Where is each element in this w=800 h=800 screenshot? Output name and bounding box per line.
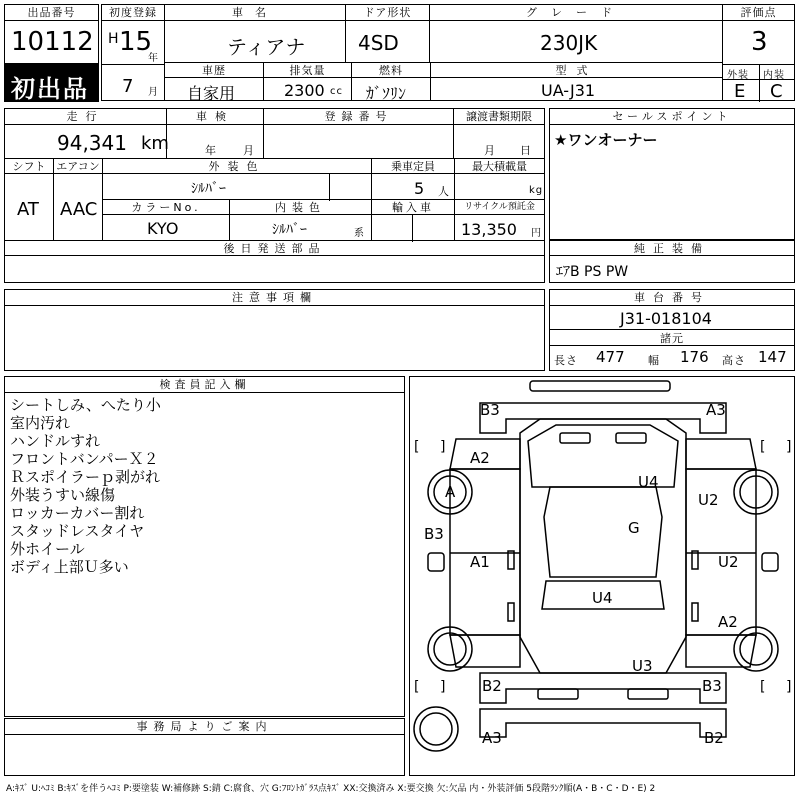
exterior-color-value: ｼﾙﾊﾞｰ [191,181,226,197]
max-load-unit: kg [529,185,544,196]
first-reg-year: 15 [119,27,153,57]
first-reg-era: H [108,31,119,47]
mileage-box [4,108,167,159]
import-box [371,199,455,241]
score-value: 3 [751,27,768,57]
width-label: 幅 [648,354,660,367]
color-no-value: KYO [147,219,179,238]
length-value: 477 [596,348,625,366]
damage-mark: A1 [470,553,490,571]
rear-bumper-outline [480,673,726,703]
damage-mark: U2 [718,553,739,571]
damage-mark: A2 [718,613,738,631]
transfer-label: 譲渡書類期限 [454,109,544,125]
displacement-box [263,62,352,101]
rear-panel-outline [480,709,726,737]
damage-diagram [409,376,795,776]
width-value: 176 [680,348,709,366]
mileage-label: 走行 [5,109,166,125]
sales-point-value: ★ワンオーナー [554,131,658,149]
chassis-label: 車台番号 [550,290,794,306]
roof [544,487,662,577]
car-name-label: 車名 [165,5,345,21]
exterior-score-label: 外装 [727,70,749,81]
recycle-value: 13,350 [461,220,517,239]
damage-mark: A [445,483,456,501]
front-bumper-shape [530,381,670,391]
inspector-line: ハンドルすれ [10,432,101,450]
recycle-box [454,199,545,241]
inspector-lines [10,396,161,576]
mileage-unit: km [141,133,169,154]
damage-mark: A3 [706,401,726,419]
car-body-outline [520,419,686,673]
genuine-value: ｴｱB PS PW [556,264,629,280]
inspector-label: 検査員記入欄 [5,377,404,393]
recycle-unit: 円 [531,228,542,239]
bracket-mark: [ [414,439,420,455]
office-label: 事務局よりご案内 [5,719,404,735]
color-no-box [102,199,230,241]
chassis-value: J31-018104 [620,309,712,328]
model-value: UA-J31 [541,81,596,100]
damage-mark: B3 [702,677,722,695]
transfer-box [453,108,545,159]
grade-value: 230JK [540,31,598,55]
chassis-box [549,289,795,371]
interior-score-label: 内装 [763,70,785,81]
history-value: 自家用 [187,84,236,103]
inspector-line: フロントバンパーＸ２ [10,450,159,468]
displacement-unit: cc [330,86,343,97]
damage-mark: B3 [424,525,444,543]
inspector-line: Ｒスポイラーｐ剥がれ [10,468,161,486]
aircon-box [53,158,103,241]
fuel-box [351,62,431,101]
bracket-mark: [ [760,439,766,455]
grade-box [429,4,723,63]
recycle-label: リサイクル預託金 [455,200,544,215]
first-reg-label: 初度登録 [102,5,164,21]
exterior-score-value: E [734,81,746,102]
bracket-mark: ] [440,439,446,455]
damage-mark: G [628,519,640,537]
car-name-value: ティアナ [227,35,306,59]
damage-mark: B2 [482,677,502,695]
displacement-value: 2300 [284,81,325,100]
sales-point-label: セールスポイント [550,109,794,125]
history-label: 車歴 [165,63,263,78]
max-load-box [454,158,545,200]
genuine-box [549,240,795,283]
damage-mark: A2 [470,449,490,467]
score-label: 評価点 [723,5,794,21]
notes-box [4,289,545,371]
exterior-color-box [102,158,372,200]
capacity-value: 5 [414,179,425,198]
left-doors [450,469,520,635]
first-reg-year-unit: 年 [148,53,159,64]
damage-mark: B3 [480,401,500,419]
reg-no-box [263,108,454,159]
door-box [345,4,430,63]
interior-score-value: C [770,81,783,102]
inspection-year-unit: 年 [205,144,217,157]
capacity-label: 乗車定員 [372,159,454,174]
grade-label: グレード [430,5,722,21]
damage-mark: A3 [482,729,502,747]
damage-mark: U4 [638,473,659,491]
inspector-line: 外装うすい線傷 [10,486,116,504]
length-label: 長さ [554,354,578,367]
genuine-label: 純正装備 [550,241,794,256]
first-reg-month: 7 [122,76,134,97]
car-diagram-svg [410,377,796,777]
legend-text: A:ｷｽﾞ U:ﾍｺﾐ B:ｷｽﾞを伴うﾍｺﾐ P:要塗装 W:補修跡 S:錆 C:腐食、穴 G:ﾌﾛﾝﾄｶﾞﾗｽ点ｷｽﾞ XX:交換済み X:要交換 欠:欠品 内・外装評価 5段階ﾗﾝｸ順(A・B・C・D・E) 2 [6,784,656,794]
lot-number-box [4,4,99,64]
shift-label: シフト [5,159,53,174]
transfer-month-unit: 月 [484,144,496,157]
sales-point-box [549,108,795,240]
first-listing-badge [4,63,99,102]
displacement-label: 排気量 [264,63,351,78]
first-reg-month-unit: 月 [148,87,159,98]
capacity-box [371,158,455,200]
model-label: 型式 [431,63,722,78]
transfer-day-unit: 日 [520,144,532,157]
first-listing-text: 初出品 [11,75,89,103]
import-label: 輸入車 [372,200,454,215]
lot-label: 出品番号 [5,5,98,21]
shift-box [4,158,54,241]
damage-mark: U3 [632,657,653,675]
later-parts-box [4,240,545,283]
inspector-line: 室内汚れ [10,414,71,432]
height-value: 147 [758,348,787,366]
reg-no-label: 登録番号 [264,109,453,125]
inspector-line: シートしみ、へたり小 [10,396,161,414]
front-bumper-outline [480,403,726,433]
max-load-label: 最大積載量 [455,159,544,174]
inspector-line: ボディ上部Ｕ多い [10,558,129,576]
bracket-mark: ] [440,679,446,695]
bracket-mark: ] [786,439,792,455]
inspector-box [4,376,405,717]
right-front-fender [686,439,756,469]
capacity-unit: 人 [438,185,450,198]
right-doors [686,469,756,635]
bracket-mark: [ [760,679,766,695]
interior-color-label: 内装色 [230,200,371,215]
damage-mark: U4 [592,589,613,607]
fuel-value: ｶﾞｿﾘﾝ [366,84,407,103]
inspection-month-unit: 月 [243,144,255,157]
office-box [4,718,405,776]
aircon-value: AAC [60,199,98,220]
damage-mark: B2 [704,729,724,747]
shift-value: AT [17,199,39,220]
bracket-mark: ] [786,679,792,695]
bracket-mark: [ [414,679,420,695]
exterior-color-label: 外装色 [103,159,371,174]
later-parts-label: 後日発送部品 [5,241,544,256]
inspection-label: 車検 [167,109,263,125]
notes-label: 注意事項欄 [5,290,544,306]
damage-mark: U2 [698,491,719,509]
right-rear-fender [686,635,756,667]
model-box [430,62,723,101]
inspector-line: ロッカーカバー割れ [10,504,145,522]
car-name-box [164,4,346,63]
lot-number: 10112 [11,27,94,57]
left-rear-fender [450,635,520,667]
color-no-label: カラーNo. [103,200,229,215]
fuel-label: 燃料 [352,63,430,78]
door-label: ドア形状 [346,5,429,21]
dims-label: 諸元 [660,332,684,345]
first-reg-box [101,4,165,101]
door-value: 4SD [358,31,399,55]
score-box [722,4,795,101]
height-label: 高さ [722,354,746,367]
inspector-line: スタッドレスタイヤ [10,522,145,540]
mileage-value: 94,341 [57,131,127,155]
interior-color-box [229,199,372,241]
inspection-box [166,108,264,159]
interior-color-suffix: 系 [354,228,365,239]
interior-color-value: ｼﾙﾊﾞｰ [272,222,307,238]
aircon-label: エアコン [54,159,102,174]
inspector-line: 外ホイール [10,540,85,558]
history-box [164,62,264,101]
